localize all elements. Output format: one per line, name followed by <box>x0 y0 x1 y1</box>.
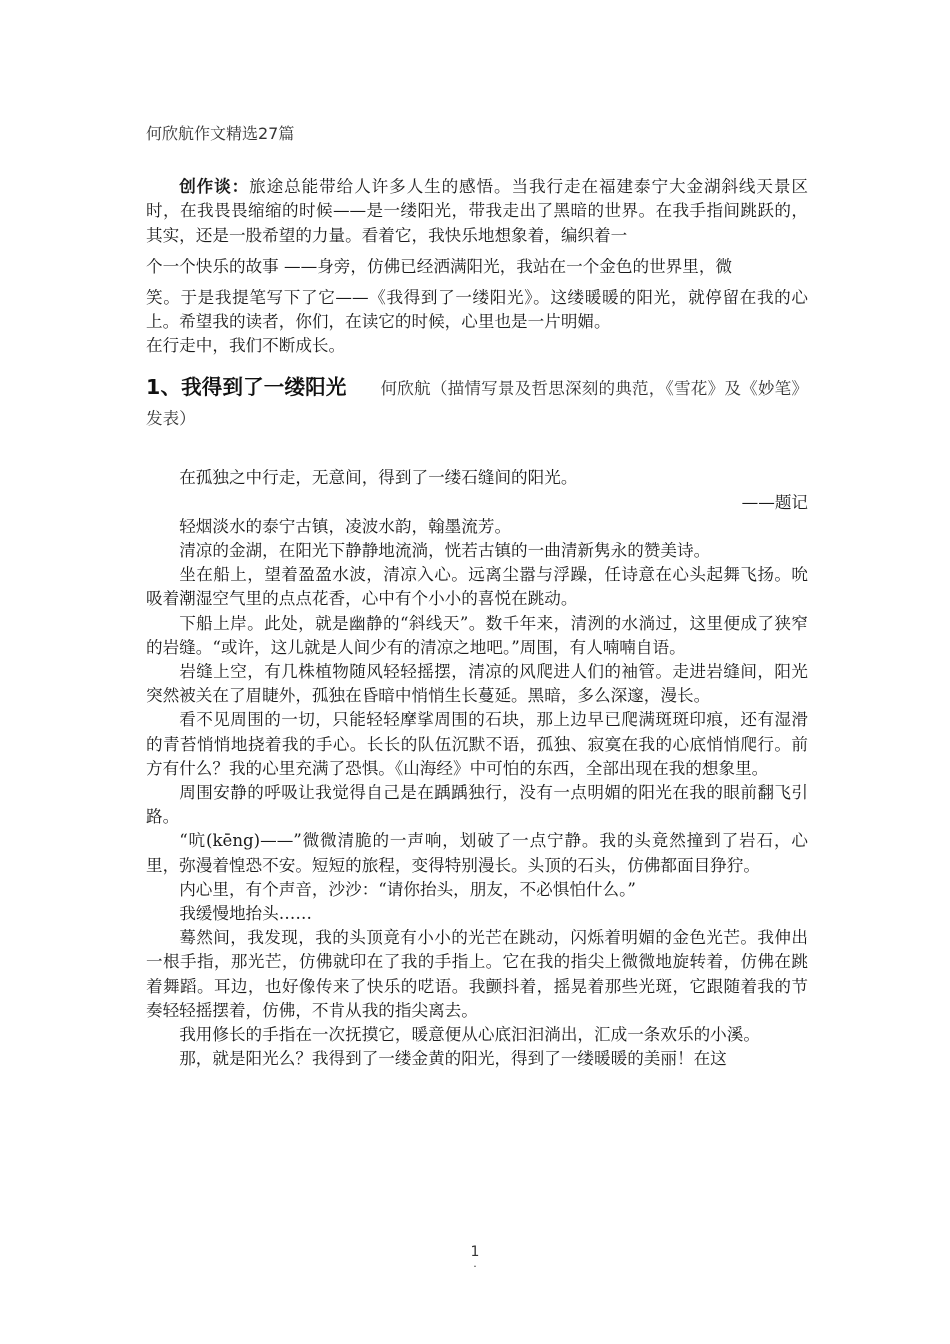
body-paragraph: 我缓慢地抬头…… <box>179 904 312 924</box>
body-paragraph: 清凉的金湖，在阳光下静静地流淌，恍若古镇的一曲清新隽永的赞美诗。 <box>179 541 711 561</box>
body-paragraph: 我用修长的手指在一次抚摸它，暖意便从心底汩汩淌出，汇成一条欢乐的小溪。 <box>179 1025 760 1045</box>
page-footer <box>0 1244 950 1268</box>
body-paragraph: 看不见周围的一切，只能轻轻摩挲周围的石块，那上边早已爬满斑斑印痕，还有湿滑的青苔悄悄地挠着我的手心。长长的队伍沉默不语，孤独、寂寞在我的心底悄悄爬行。前方有什么？我的心里充满了恐惧。《山海经》中可怕的东西，全部出现在我的想象里。 <box>146 710 808 778</box>
body-paragraph: 坐在船上，望着盈盈水波，清凉入心。远离尘嚣与浮躁，任诗意在心头起舞飞扬。吮吸着潮湿空气里的点点花香，心中有个小小的喜悦在跳动。 <box>146 565 808 609</box>
body-paragraph: 下船上岸。此处，就是幽静的“斜线天”。数千年来，清洌的水淌过，这里便成了狭窄的岩缝。“或许，这儿就是人间少有的清凉之地吧。”周围，有人喃喃自语。 <box>146 613 808 657</box>
preface-text-3: 笑。于是我提笔写下了它——《我得到了一缕阳光》。这缕暖暖的阳光，就停留在我的心上。希望我的读者，你们，在读它的时候，心里也是一片明媚。 <box>146 287 808 332</box>
preface-text-2: 个一个快乐的故事 ——身旁，仿佛已经洒满阳光，我站在一个金色的世界里，微 <box>146 256 733 276</box>
preface-closing: 在行走中，我们不断成长。 <box>146 336 346 356</box>
document-body <box>146 122 808 1072</box>
body-paragraph: 内心里，有个声音，沙沙：“请你抬头，朋友，不必惧怕什么。” <box>179 879 636 899</box>
essay-heading: 1、我得到了一缕阳光 <box>146 375 347 400</box>
preface-paragraph <box>146 174 808 248</box>
page-number: 1 <box>470 1244 480 1260</box>
preface-text-1: 旅途总能带给人许多人生的感悟。当我行走在福建泰宁大金湖斜线天景区时，在我畏畏缩缩的时候——是一缕阳光，带我走出了黑暗的世界。在我手指间跳跃的，其实，还是一股希望的力量。看着它，我快乐地想象着，编织着一 <box>146 177 808 245</box>
body-paragraph: 那，就是阳光么？我得到了一缕金黄的阳光，得到了一缕暖暖的美丽！在这 <box>179 1049 727 1069</box>
epigraph-signoff: ——题记 <box>741 492 808 512</box>
body-paragraph: 岩缝上空，有几株植物随风轻轻摇摆，清凉的风爬进人们的袖管。走进岩缝间，阳光突然被关在了眉睫外，孤独在昏暗中悄悄生长蔓延。黑暗，多么深邃，漫长。 <box>146 662 808 706</box>
document-title: 何欣航作文精选27篇 <box>146 124 295 143</box>
preface-label: 创作谈： <box>179 176 250 197</box>
epigraph: 在孤独之中行走，无意间，得到了一缕石缝间的阳光。 <box>179 468 578 488</box>
essay-heading-row <box>146 372 808 434</box>
body-paragraph: 蓦然间，我发现，我的头顶竟有小小的光芒在跳动，闪烁着明媚的金色光芒。我伸出一根手指，那光芒，仿佛就印在了我的手指上。它在我的指尖上微微地旋转着，仿佛在跳着舞蹈。耳边，也好像传来了快乐的呓语。我颤抖着，摇晃着那些光斑，它跟随着我的节奏轻轻摇摆着，仿佛，不肯从我的指尖离去。 <box>146 928 808 1020</box>
body-paragraph: 轻烟淡水的泰宁古镇，凌波水韵，翰墨流芳。 <box>179 516 512 536</box>
essay-byline: 何欣航（描情写景及哲思深刻的典范，《雪花》及《妙笔》发表） <box>146 379 809 429</box>
body-paragraph: “吭(kēng)——”微微清脆的一声响，划破了一点宁静。我的头竟然撞到了岩石，心里，弥漫着惶恐不安。短短的旅程，变得特别漫长。头顶的石头，仿佛都面目狰狞。 <box>146 831 808 875</box>
body-paragraph: 周围安静的呼吸让我觉得自己是在踽踽独行，没有一点明媚的阳光在我的眼前翻飞引路。 <box>146 783 808 827</box>
page-number-dot: . <box>473 1257 477 1270</box>
